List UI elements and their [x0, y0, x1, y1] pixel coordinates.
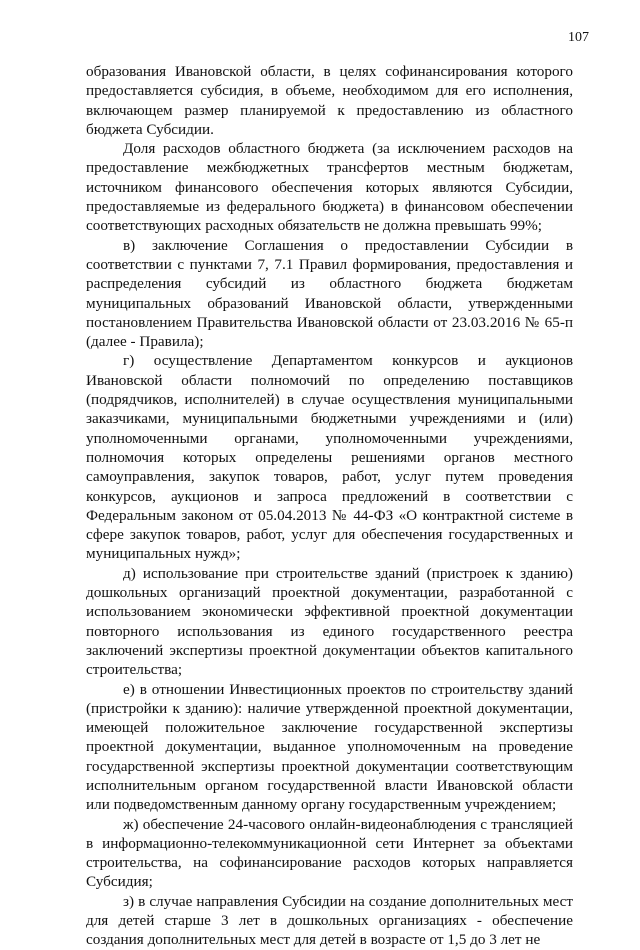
- paragraph-item-g: г) осуществление Департаментом конкурсов и аукционов Ивановской области полномочий по определению поставщиков (подрядчиков, исполнителей) в случае осуществления муниципальными заказчиками, муниципальными бюджетными учреждениями и (или) уполномоченными органами, уполномоченными учреждениями, полномочия которых определены решениями органов местного самоуправления, закупок товаров, работ, услуг путем проведения конкурсов, аукционов и запроса предложений в соответствии с Федеральным законом от 05.04.2013 № 44-ФЗ «О контрактной системе в сфере закупок товаров, работ, услуг для обеспечения государственных и муниципальных нужд»;: [86, 352, 573, 563]
- paragraph-budget-share: Доля расходов областного бюджета (за исключением расходов на предоставление межбюджетных трансфертов местным бюджетам, источником финансового обеспечения которых являются Субсидии, предоставляемые из федерального бюджета) в финансовом обеспечении соответствующих расходных обязательств не должна превышать 99%;: [86, 140, 573, 235]
- paragraph-item-v: в) заключение Соглашения о предоставлении Субсидии в соответствии с пунктами 7, 7.1 Правил формирования, предоставления и распределения субсидий из областного бюджета бюджетам муниципальных образований Ивановской области, утвержденными постановлением Правительства Ивановской области от 23.03.2016 № 65-п (далее - Правила);: [86, 236, 573, 351]
- paragraph-continuation: образования Ивановской области, в целях софинансирования которого предоставляется субсидия, в объеме, необходимом для его исполнения, включающем размер планируемой к предоставлению из областного бюджета Субсидии.: [86, 63, 573, 138]
- page-number: 107: [568, 30, 589, 45]
- paragraph-item-z: з) в случае направления Субсидии на создание дополнительных мест для детей старше 3 лет в дошкольных организациях - обеспечение создания дополнительных мест для детей в возрасте от 1,5 до 3 лет не: [86, 892, 573, 949]
- paragraph-item-e: е) в отношении Инвестиционных проектов по строительству зданий (пристройки к зданию): наличие утвержденной проектной документации, имеющей положительное заключение государственной экспертизы проектной документации, выданное уполномоченным на проведение государственной экспертизы проектной документации соответствующим исполнительным органом государственной власти Ивановской области или подведомственным данному органу государственным учреждением;: [86, 680, 573, 814]
- paragraph-item-zh: ж) обеспечение 24-часового онлайн-видеонаблюдения с трансляцией в информационно-телекоммуникационной сети Интернет за объектами строительства, на софинансирование расходов которых направляется Субсидия;: [86, 815, 573, 891]
- paragraph-item-d: д) использование при строительстве зданий (пристроек к зданию) дошкольных организаций проектной документации, разработанной с использованием экономически эффективной проектной документации повторного использования из единого государственного реестра заключений экспертизы проектной документации объектов капитального строительства;: [86, 564, 573, 679]
- document-body: [86, 62, 573, 950]
